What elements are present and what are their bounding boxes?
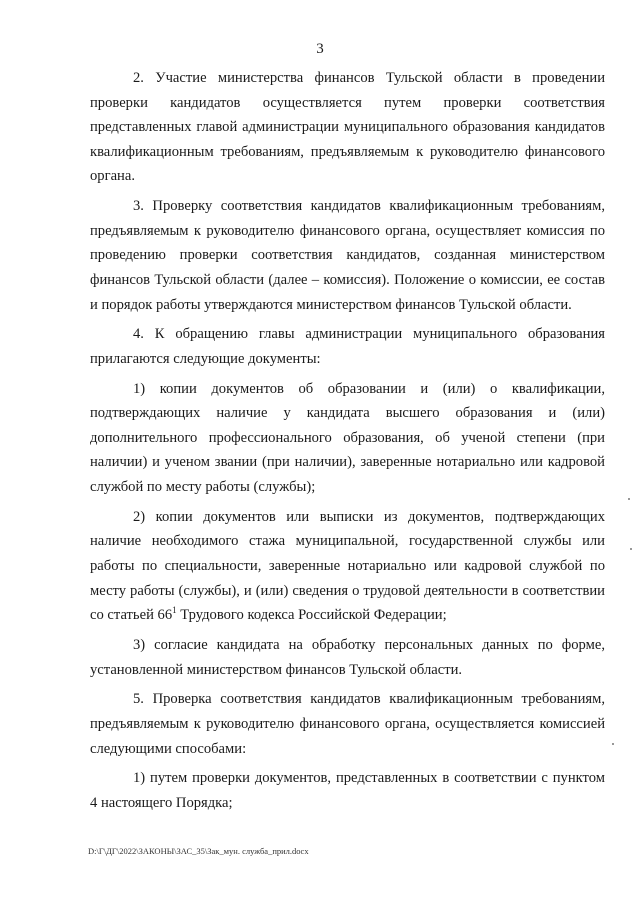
paragraph-item-3: 3. Проверку соответствия кандидатов квалификационным требованиям, предъявляемым к руководителю финансового органа, осуществляет комиссия по проведению проверки соответствия кандидатов, созданная министерством финансов Тульской области (далее – комиссия). Положение о комиссии, ее состав и порядок работы утверждаются министерством финансов Тульской области. [90, 198, 605, 313]
document-body [90, 66, 605, 821]
paragraph-subitem-5-1: 1) путем проверки документов, представленных в соответствии с пунктом 4 настоящего Порядка; [90, 770, 605, 811]
paragraph-subitem-4-2-text: 2) копии документов или выписки из документов, подтверждающих наличие необходимого стажа муниципальной, государственной службы или работы по специальности, заверенные нотариально или кадровой службой по месту работы (службы), и (или) сведения о трудовой деятельности в соответствии со статьей 66 [90, 508, 605, 624]
scan-speck [628, 498, 630, 500]
paragraph-item-5: 5. Проверка соответствия кандидатов квалификационным требованиям, предъявляемым к руководителю финансового органа, осуществляется комиссией следующими способами: [90, 691, 605, 757]
paragraph-subitem-4-2-tail: Трудового кодекса Российской Федерации; [176, 607, 447, 624]
page-number: 3 [316, 41, 324, 57]
article-superscript: 1 [172, 605, 177, 616]
scan-speck [612, 743, 614, 745]
scan-speck [630, 548, 632, 550]
paragraph-subitem-4-1: 1) копии документов об образовании и (или) о квалификации, подтверждающих наличие у кандидата высшего образования и (или) дополнительного профессионального образования, об ученой степени (при наличии) и ученом звании (при наличии), заверенные нотариально или кадровой службой по месту работы (службы); [90, 380, 605, 496]
paragraph-item-2: 2. Участие министерства финансов Тульской области в проведении проверки кандидатов осуществляется путем проверки соответствия представленных главой администрации муниципального образования кандидатов квалификационным требованиям, предъявляемым к руководителю финансового органа. [90, 70, 605, 185]
paragraph-item-4: 4. К обращению главы администрации муниципального образования прилагаются следующие документы: [90, 326, 605, 367]
paragraph-subitem-4-3: 3) согласие кандидата на обработку персональных данных по форме, установленной министерством финансов Тульской области. [90, 637, 605, 678]
footer-file-path: D:\Г\ДГ\2022\ЗАКОНЫ\ЗАС_35\Зак_мун. служба_прил.docx [88, 846, 309, 856]
paragraph-subitem-4-2 [90, 505, 605, 628]
